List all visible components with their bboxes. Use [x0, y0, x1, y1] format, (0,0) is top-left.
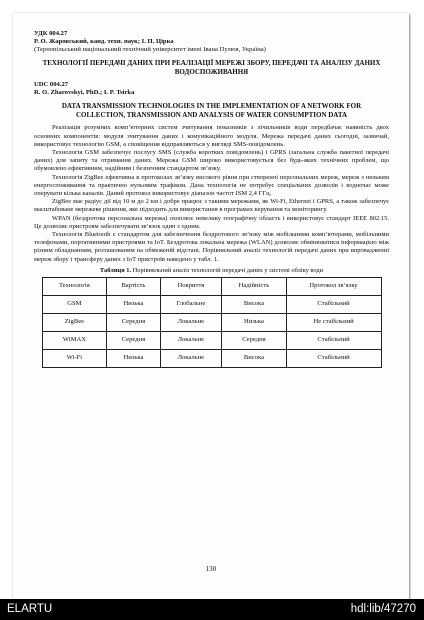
paragraph-bluetooth: Технологія Bluetooth є стандартом для забезпечення бездротового зв’язку між мобільними комп’ютерами, мобільними телефонами, портативними пристроями та IoT. Бездротова локальна мережа (WLAN) дозволяє обмінюватися інформацією між різним обладнанням, розташованим на обмеженій відстані. Порівняльний аналіз технологій передачі даних при впровадженні мереж збору і трансферу даних з IoT пристроїв наведено у табл. 1.	[34, 231, 389, 263]
table-row	[42, 349, 381, 367]
table-cell: Низька	[107, 349, 160, 367]
table-cell: Стабільний	[286, 331, 381, 349]
header-technology: Технологія	[42, 277, 107, 295]
table-cell: Висока	[222, 349, 286, 367]
title-ua: ТЕХНОЛОГІЇ ПЕРЕДАЧІ ДАНИХ ПРИ РЕАЛІЗАЦІЇ МЕРЕЖІ ЗБОРУ, ПЕРЕДАЧІ ТА АНАЛІЗУ ДАНИХ ВОДОСПОЖИВАННЯ	[42, 59, 381, 76]
table-cell: Локальне	[160, 331, 222, 349]
table-row	[42, 295, 381, 313]
table-header-row	[42, 277, 381, 295]
table-cell: Глобальне	[160, 295, 222, 313]
table-row	[42, 331, 381, 349]
comparison-table	[42, 277, 382, 368]
table-cell: ZigBee	[42, 313, 107, 331]
paper-page	[13, 13, 409, 599]
repository-footer	[0, 599, 424, 620]
table-cell: Середня	[107, 313, 160, 331]
header-cost: Вартість	[107, 277, 160, 295]
table-cell: Низька	[222, 313, 286, 331]
udc-code: UDC 004.27	[34, 81, 69, 89]
table-cell: Не стабільний	[286, 313, 381, 331]
table-cell: Низька	[107, 295, 160, 313]
article-body	[34, 30, 389, 368]
udk-code: УДК 004.27	[34, 30, 68, 37]
table-caption	[34, 267, 389, 275]
repository-name: ELARTU	[7, 603, 53, 615]
table-cell: Локальне	[160, 313, 222, 331]
table-cell: Wi-Fi	[42, 349, 107, 367]
table-cell: Локальне	[160, 349, 222, 367]
affiliation: (Тернопільський національний технічний університет імені Івана Пулюя, Україна)	[34, 46, 266, 53]
title-en: DATA TRANSMISSION TECHNOLOGIES IN THE IMPLEMENTATION OF A NETWORK FOR COLLECTION, TRANSMISSION AND ANALYSIS OF WATER CONSUMPTION DATA	[61, 102, 362, 119]
table-caption-text: Порівняльний аналіз технологій передачі даних у системі обліку води	[132, 266, 324, 274]
paragraph-zigbee-range: ZigBee має радіус дії від 10 м до 2 км і добре працює з такими мережами, як Wi-Fi, Ethernet і GPRS, а також забезпечує масштабоване мережеве рішення, яке підходить для використання в програмах керування та моніторингу.	[34, 198, 389, 214]
table-cell: Стабільний	[286, 349, 381, 367]
paragraph-intro: Реалізація розумних комп’ютерних систем зчитування показників з лічильників води передбачає наявність двох основних компонентів: модуля зчитування даних і комунікаційного модуля. Мережа передачі даних сьогодні, зазвичай, використовує технологію GSM, а сповіщення відправляються у вигляді SMS-повідомлень.	[34, 124, 389, 148]
table-cell: Середня	[107, 331, 160, 349]
header-reliability: Надійність	[222, 277, 286, 295]
paragraph-wpan: WPAN (бездротова персональна мережа) охоплює невелику географічну область і використовує стандарт IEEE 802.15. Це дозволяє пристроям забезпечувати зв’язок один з одним.	[34, 214, 389, 230]
handle-id: hdl:lib/47270	[350, 603, 416, 615]
paragraph-zigbee: Технологія ZigBee ефективна в протоколах зв’язку високого рівня при створенні персональних мереж, мереж з низьким енергоспоживання та практично нульовим трафіком. Дана технологія не потребує спеціальних дозволів і водночас може оперувати кілька каналів. Даний протокол використовує діапазон частот ISM 2,4 ГГц.	[34, 173, 389, 197]
paragraph-gsm: Технологія GSM забезпечує послугу SMS (служба коротких повідомлень) і GPRS (загальна служба пакетної передачі даних) для запиту та отримання даних. Мережа GSM широко використовується без будь-яких технічних проблем, що обумовлено ефективним, надійним і безпечним стандартом зв’язку.	[34, 148, 389, 173]
table-cell: GSM	[42, 295, 107, 313]
table-cell: WiMAX	[42, 331, 107, 349]
table-cell: Стабільний	[286, 295, 381, 313]
page-number: 130	[205, 565, 217, 573]
header-protocol: Протокол зв’язку	[286, 277, 381, 295]
authors-en: R. O. Zharovskyi, PhD.; I. P. Tsirka	[34, 89, 135, 97]
table-cell: Висока	[222, 295, 286, 313]
table-row	[42, 313, 381, 331]
header-coverage: Покриття	[160, 277, 222, 295]
authors-ua: Р. О. Жаровський, канд. техн. наук; І. П. Цірка	[34, 38, 174, 45]
table-cell: Середня	[222, 331, 286, 349]
table-caption-label: Таблиця 1.	[99, 266, 132, 274]
